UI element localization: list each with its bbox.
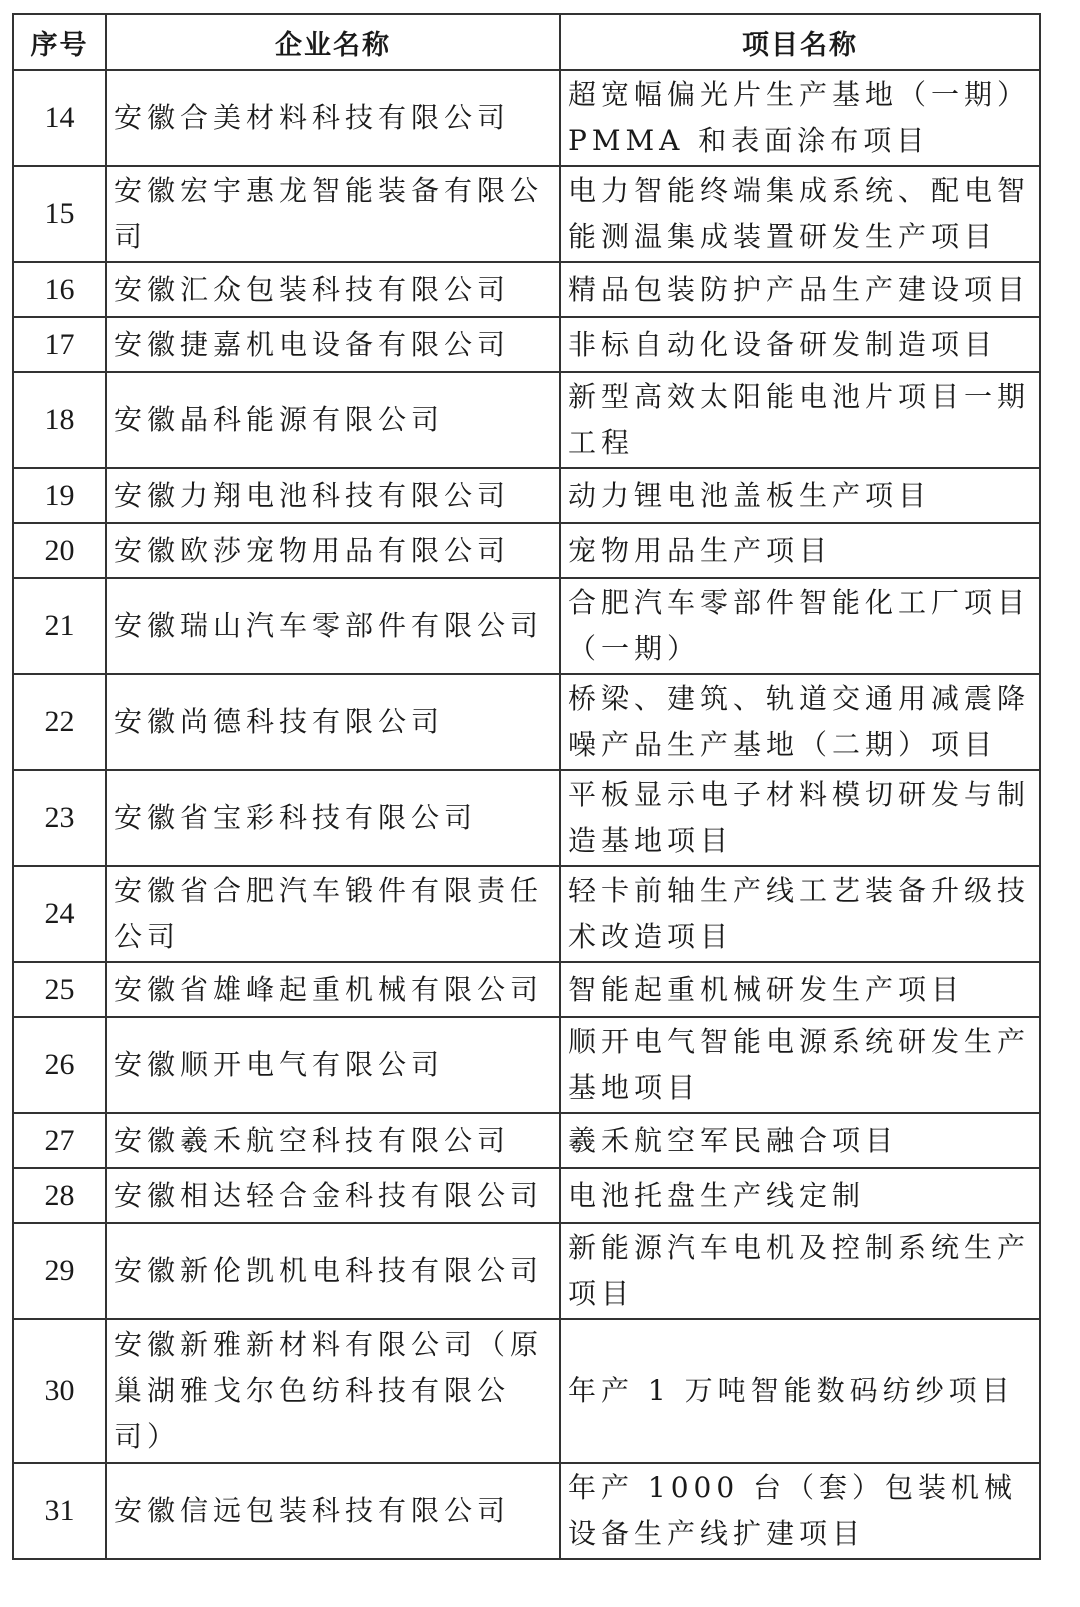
row-number: 16 xyxy=(13,262,106,317)
row-number: 22 xyxy=(13,674,106,770)
project-name: 动力锂电池盖板生产项目 xyxy=(560,468,1040,523)
table-row xyxy=(13,523,1040,578)
table-row xyxy=(13,166,1040,262)
row-number: 23 xyxy=(13,770,106,866)
project-name: 新型高效太阳能电池片项目一期工程 xyxy=(560,372,1040,468)
table-row xyxy=(13,770,1040,866)
row-number: 21 xyxy=(13,578,106,674)
project-name: 羲禾航空军民融合项目 xyxy=(560,1113,1040,1168)
row-number: 15 xyxy=(13,166,106,262)
table-row xyxy=(13,1113,1040,1168)
row-number: 18 xyxy=(13,372,106,468)
project-name: 桥梁、建筑、轨道交通用减震降噪产品生产基地（二期）项目 xyxy=(560,674,1040,770)
table-row xyxy=(13,962,1040,1017)
company-name: 安徽新伦凯机电科技有限公司 xyxy=(106,1223,560,1319)
row-number: 26 xyxy=(13,1017,106,1113)
company-name: 安徽欧莎宠物用品有限公司 xyxy=(106,523,560,578)
project-name: 新能源汽车电机及控制系统生产项目 xyxy=(560,1223,1040,1319)
company-name: 安徽汇众包装科技有限公司 xyxy=(106,262,560,317)
project-name: 年产 1 万吨智能数码纺纱项目 xyxy=(560,1319,1040,1463)
project-list-table xyxy=(12,13,1041,1560)
project-name: 宠物用品生产项目 xyxy=(560,523,1040,578)
table-row xyxy=(13,1319,1040,1463)
company-name: 安徽力翔电池科技有限公司 xyxy=(106,468,560,523)
row-number: 28 xyxy=(13,1168,106,1223)
table-row xyxy=(13,317,1040,372)
row-number: 29 xyxy=(13,1223,106,1319)
header-row xyxy=(13,14,1040,70)
row-number: 20 xyxy=(13,523,106,578)
company-name: 安徽羲禾航空科技有限公司 xyxy=(106,1113,560,1168)
table-row xyxy=(13,1223,1040,1319)
project-name: 平板显示电子材料模切研发与制造基地项目 xyxy=(560,770,1040,866)
project-name: 顺开电气智能电源系统研发生产基地项目 xyxy=(560,1017,1040,1113)
row-number: 31 xyxy=(13,1463,106,1559)
row-number: 19 xyxy=(13,468,106,523)
project-name: 电池托盘生产线定制 xyxy=(560,1168,1040,1223)
company-name: 安徽宏宇惠龙智能装备有限公司 xyxy=(106,166,560,262)
header-company: 企业名称 xyxy=(106,14,560,70)
company-name: 安徽瑞山汽车零部件有限公司 xyxy=(106,578,560,674)
company-name: 安徽顺开电气有限公司 xyxy=(106,1017,560,1113)
row-number: 14 xyxy=(13,70,106,166)
project-name: 超宽幅偏光片生产基地（一期）PMMA 和表面涂布项目 xyxy=(560,70,1040,166)
table-row xyxy=(13,578,1040,674)
row-number: 24 xyxy=(13,866,106,962)
header-project: 项目名称 xyxy=(560,14,1040,70)
table-row xyxy=(13,1017,1040,1113)
row-number: 25 xyxy=(13,962,106,1017)
row-number: 27 xyxy=(13,1113,106,1168)
company-name: 安徽省合肥汽车锻件有限责任公司 xyxy=(106,866,560,962)
company-name: 安徽晶科能源有限公司 xyxy=(106,372,560,468)
table-row xyxy=(13,262,1040,317)
table-row xyxy=(13,372,1040,468)
company-name: 安徽信远包装科技有限公司 xyxy=(106,1463,560,1559)
project-name: 合肥汽车零部件智能化工厂项目（一期） xyxy=(560,578,1040,674)
row-number: 30 xyxy=(13,1319,106,1463)
table-row xyxy=(13,70,1040,166)
project-name: 非标自动化设备研发制造项目 xyxy=(560,317,1040,372)
company-name: 安徽省宝彩科技有限公司 xyxy=(106,770,560,866)
table-row xyxy=(13,1168,1040,1223)
project-name: 年产 1000 台（套）包装机械设备生产线扩建项目 xyxy=(560,1463,1040,1559)
row-number: 17 xyxy=(13,317,106,372)
project-name: 精品包装防护产品生产建设项目 xyxy=(560,262,1040,317)
table-row xyxy=(13,1463,1040,1559)
company-name: 安徽新雅新材料有限公司（原巢湖雅戈尔色纺科技有限公司） xyxy=(106,1319,560,1463)
company-name: 安徽省雄峰起重机械有限公司 xyxy=(106,962,560,1017)
company-name: 安徽合美材料科技有限公司 xyxy=(106,70,560,166)
project-name: 轻卡前轴生产线工艺装备升级技术改造项目 xyxy=(560,866,1040,962)
table-row xyxy=(13,674,1040,770)
project-name: 智能起重机械研发生产项目 xyxy=(560,962,1040,1017)
company-name: 安徽捷嘉机电设备有限公司 xyxy=(106,317,560,372)
project-name: 电力智能终端集成系统、配电智能测温集成装置研发生产项目 xyxy=(560,166,1040,262)
company-name: 安徽相达轻合金科技有限公司 xyxy=(106,1168,560,1223)
table-row xyxy=(13,468,1040,523)
company-name: 安徽尚德科技有限公司 xyxy=(106,674,560,770)
header-index: 序号 xyxy=(13,14,106,70)
table-row xyxy=(13,866,1040,962)
